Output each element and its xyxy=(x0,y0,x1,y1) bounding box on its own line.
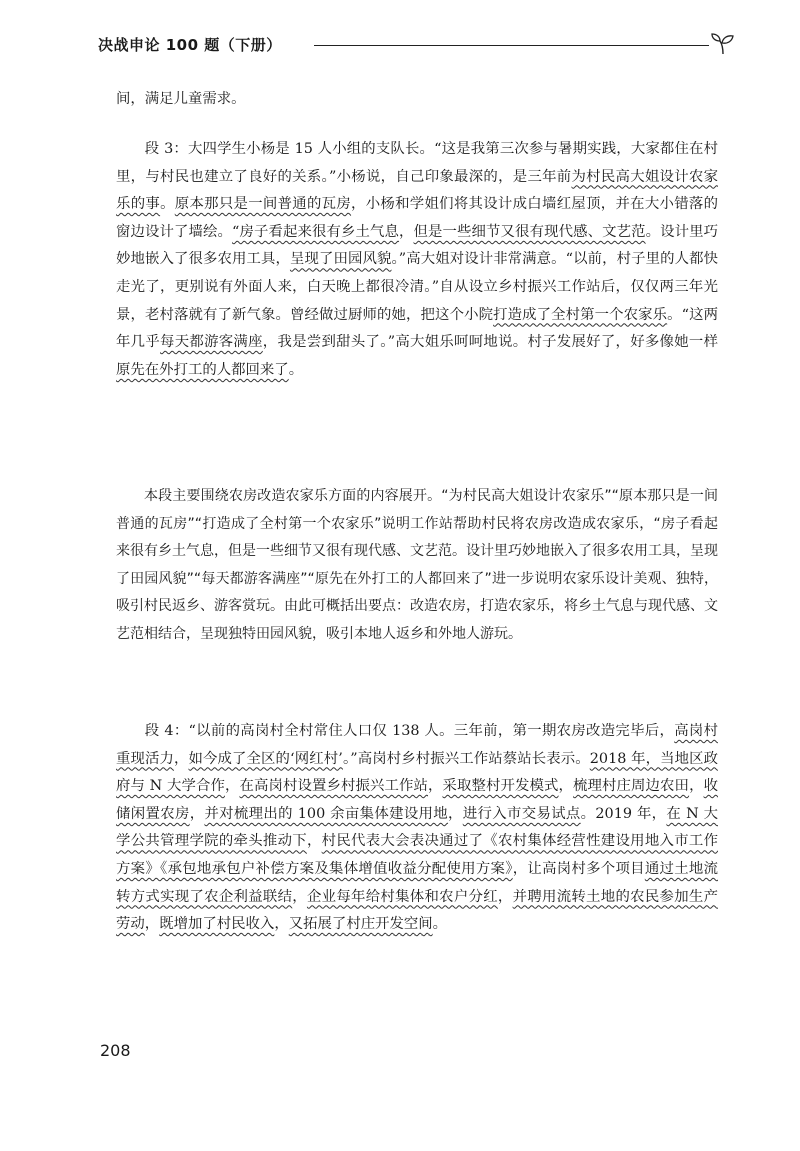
analysis-paragraph: 本段主要围绕农房改造农家乐方面的内容展开。“为村民高大姐设计农家乐”“原本那只是一间普通的瓦房”“打造成了全村第一个农家乐”说明工作站帮助村民将农房改造成农家乐，“房子看起来很有乡土气息，但是一些细节又很有现代感、文艺范。设计里巧妙地嵌入了很多农用工具，呈现了田园风貌”“每天都游客满座”“原先在外打工的人都回来了”进一步说明农家乐设计美观、独特，吸引村民返乡、游客赏玩。由此可概括出要点：改造农房，打造农家乐，将乡土气息与现代感、文艺范相结合，呈现独特田园风貌，吸引本地人返乡和外地人游玩。 xyxy=(116,488,718,642)
text-run: ，让高岗村多个项目 xyxy=(512,860,645,877)
sprout-icon xyxy=(710,32,736,56)
underlined-text: 每天都游客满座 xyxy=(160,334,263,351)
underlined-text: 在 N 大学公共管理学院的牵头推动下 xyxy=(116,805,718,850)
text-run: 段 3：大四学生小杨是 15 人小组的支队长。“这是我第三次参与暑期实践，大家都住在村里，与村民也建立了良好的关系。”小杨说，自己印象最深的，是三年前 xyxy=(116,141,718,185)
underlined-text: 采取整村开发模式 xyxy=(442,778,559,795)
text-run: 。“这两年几乎 xyxy=(116,306,718,351)
underlined-text: 高岗村重现活力 xyxy=(116,723,718,767)
underlined-text: 如今成了全区的‘网红村’ xyxy=(188,750,343,767)
text-run: 。 xyxy=(288,361,304,378)
continued-line: 间，满足儿童需求。 xyxy=(116,91,246,107)
text-run: ， xyxy=(399,223,414,240)
running-header xyxy=(98,30,738,60)
underlined-text: 进行入市交易试点 xyxy=(462,805,581,822)
underlined-text: 又拓展了村庄开发空间 xyxy=(288,916,433,933)
text-run: ， xyxy=(292,888,307,905)
book-title: 决战申论 100 题（下册） xyxy=(98,36,282,54)
text-run: ， xyxy=(144,916,160,933)
paragraph-3 xyxy=(116,136,718,384)
underlined-text: 在高岗村设置乡村振兴工作站 xyxy=(239,778,428,795)
text-run: ， xyxy=(224,778,240,795)
underlined-text: 呈现了田园风貌 xyxy=(289,251,392,268)
underlined-text: 并聘用流转土地的农民参加生产劳动 xyxy=(116,888,718,933)
text-run: ， xyxy=(189,805,205,822)
text-run: ， xyxy=(558,778,574,795)
text-run: ， xyxy=(497,888,513,905)
underlined-text: 企业每年给村集体和农户分红 xyxy=(306,888,498,905)
text-run: ， xyxy=(306,833,322,850)
page-number: 208 xyxy=(100,1041,131,1060)
text-run: ， xyxy=(274,916,289,933)
underlined-text: 通过土地流转方式实现了农企利益联结 xyxy=(116,860,718,905)
text-run: 。”高大姐对设计非常满意。“以前，村子里的人都快走光了，更别说有外面人来，白天晚上都很冷清。”自从设立乡村振兴工作站后，仅仅两三年光景，老村落就有了新气象。曾经做过厨师的她，把这个小院 xyxy=(116,251,718,323)
text-run: ， xyxy=(428,778,443,795)
text-run: 。设计里巧妙地嵌入了很多农用工具， xyxy=(116,223,718,268)
underlined-text: “房子看起来很有乡土气息 xyxy=(232,223,400,240)
text-run: 。”高岗村乡村振兴工作站蔡站长表示。 xyxy=(342,750,590,767)
underlined-text: 村民代表大会表决通过了《农村集体经营性建设用地入市工作方案》《承包地承包户补偿方案及集体增值收益分配使用方案》 xyxy=(116,833,718,877)
text-run: 段 4：“以前的高岗村全村常住人口仅 138 人。三年前，第一期农房改造完毕后， xyxy=(144,723,675,739)
underlined-text: 收储闲置农房 xyxy=(116,778,718,822)
text-run: 。2019 年， xyxy=(580,805,667,822)
underlined-text: 为村民高大姐设计农家乐的事 xyxy=(116,168,718,213)
underlined-text: 既增加了村民收入 xyxy=(159,916,275,933)
paragraph-4 xyxy=(116,718,718,939)
underlined-text: 原本那只是一间普通的瓦房 xyxy=(174,196,352,213)
text-run: 。 xyxy=(160,196,175,213)
text-run: ， xyxy=(448,805,463,822)
underlined-text: 打造成了全村第一个农家乐 xyxy=(493,306,668,323)
underlined-text: 原先在外打工的人都回来了 xyxy=(116,361,289,378)
text-run: ，我是尝到甜头了。”高大姐乐呵呵地说。村子发展好了，好多像她一样 xyxy=(262,334,718,351)
underlined-text: 梳理村庄周边农田 xyxy=(573,778,690,795)
underlined-text: 但是一些细节又很有现代感、文艺范 xyxy=(413,223,646,240)
text-run: ， xyxy=(689,778,704,795)
text-run: ，小杨和学姐们将其设计成白墙红屋顶，并在大小错落的窗边设计了墙绘。 xyxy=(116,196,718,240)
header-rule xyxy=(314,45,709,46)
underlined-text: 并对梳理出的 100 余亩集体建设用地 xyxy=(204,805,449,822)
text-run: ， xyxy=(174,750,189,767)
text-run: 。 xyxy=(432,916,448,933)
underlined-text: 2018 年，当地区政府与 N 大学合作 xyxy=(116,750,718,795)
